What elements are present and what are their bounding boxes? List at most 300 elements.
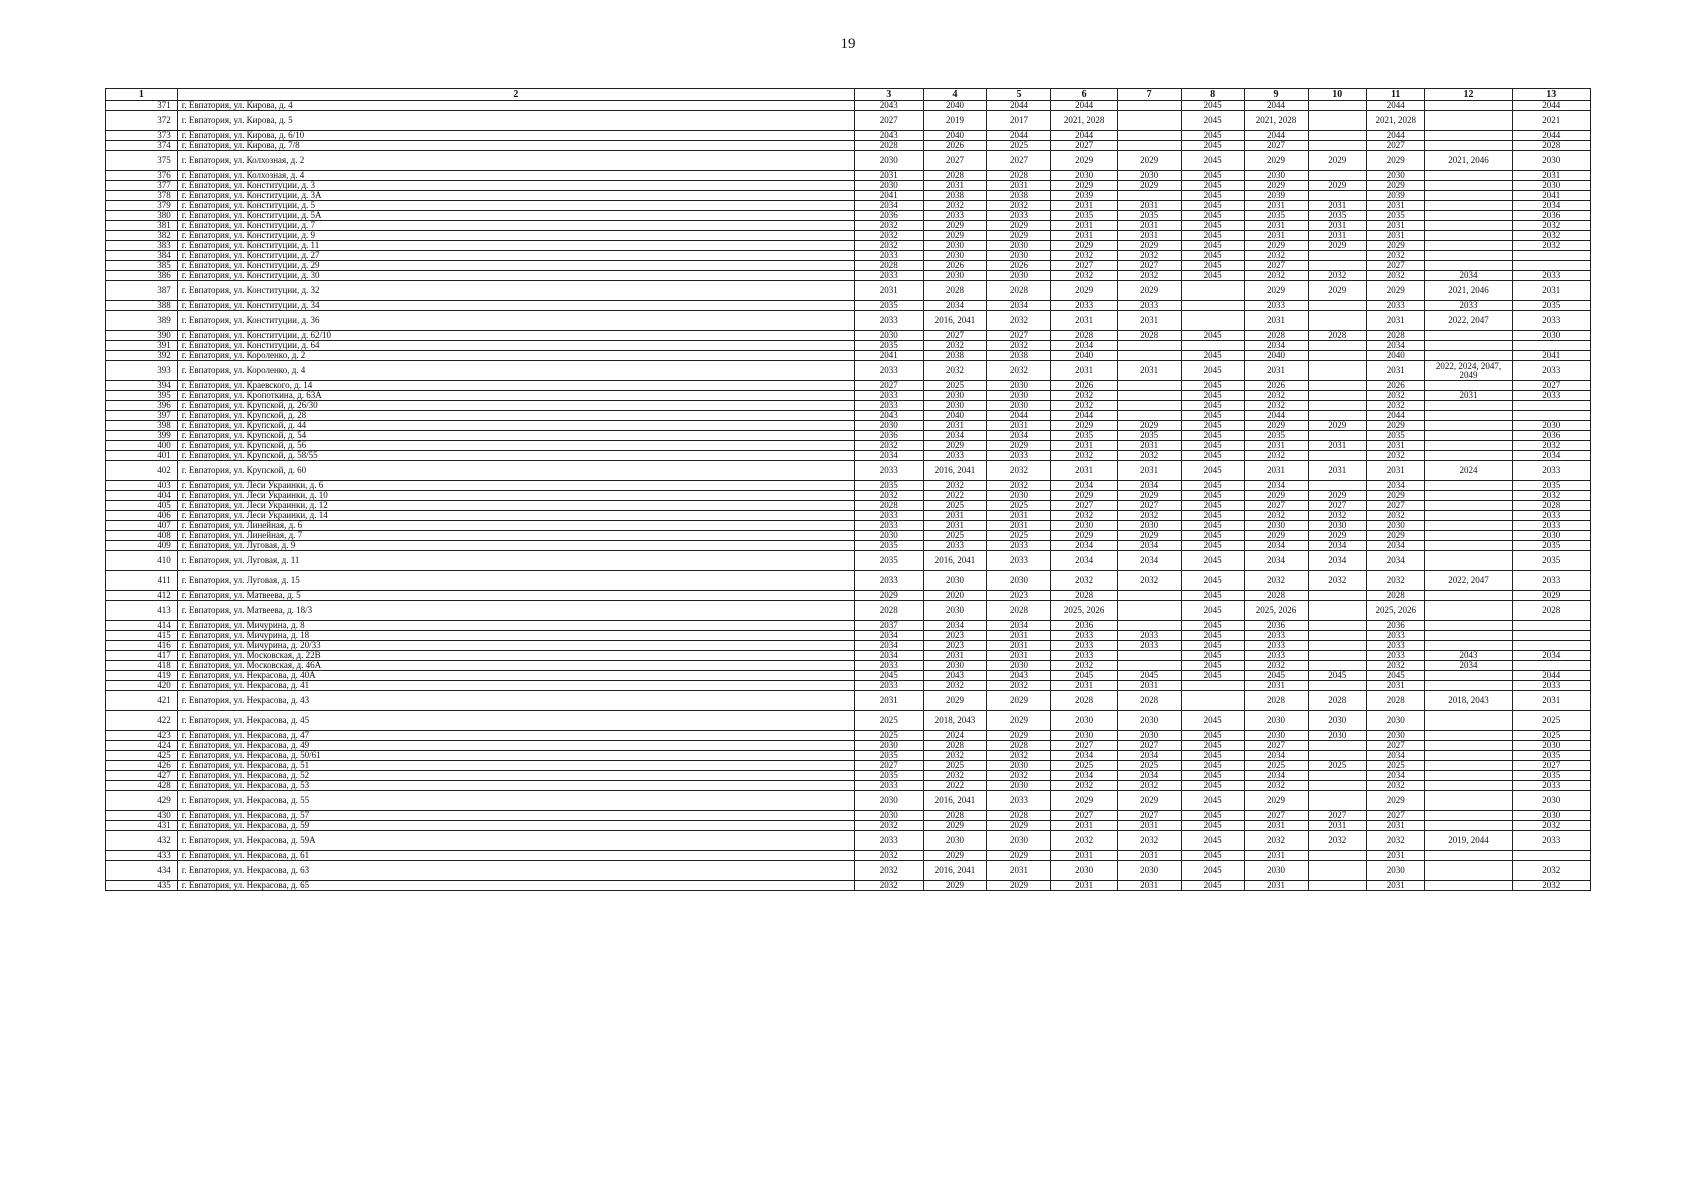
year-cell: 2031: [1308, 821, 1366, 831]
year-cell: 2027: [1244, 741, 1308, 751]
year-cell: 2027: [923, 331, 987, 341]
year-cell: 2033: [855, 781, 923, 791]
year-cell: 2036: [855, 431, 923, 441]
year-cell: 2027: [1366, 811, 1424, 821]
year-cell: [1308, 131, 1366, 141]
year-cell: 2032: [1366, 831, 1424, 851]
address-cell: г. Евпатория, ул. Крупской, д. 54: [177, 431, 854, 441]
year-cell: 2026: [923, 261, 987, 271]
year-cell: 2029: [987, 231, 1051, 241]
year-cell: 2035: [855, 541, 923, 551]
row-number-cell: 393: [106, 361, 178, 381]
table-row: [106, 711, 1591, 731]
address-cell: г. Евпатория, ул. Некрасова, д. 40А: [177, 671, 854, 681]
year-cell: [1425, 621, 1512, 631]
year-cell: 2030: [1308, 711, 1366, 731]
table-row: [106, 751, 1591, 761]
year-cell: 2032: [1366, 391, 1424, 401]
year-cell: 2031: [1366, 201, 1424, 211]
year-cell: 2032: [923, 201, 987, 211]
address-cell: г. Евпатория, ул. Колхозная, д. 4: [177, 171, 854, 181]
year-cell: 2029: [1244, 491, 1308, 501]
table-row: [106, 551, 1591, 571]
year-cell: 2034: [855, 631, 923, 641]
address-cell: г. Евпатория, ул. Матвеева, д. 18/3: [177, 601, 854, 621]
year-cell: 2045: [1117, 671, 1181, 681]
year-cell: 2035: [855, 341, 923, 351]
year-cell: 2025, 2026: [1051, 601, 1117, 621]
year-cell: 2031: [1244, 821, 1308, 831]
year-cell: 2029: [1117, 281, 1181, 301]
year-cell: 2045: [1181, 481, 1244, 491]
year-cell: 2026: [1051, 381, 1117, 391]
year-cell: 2045: [1181, 771, 1244, 781]
year-cell: 2045: [1181, 521, 1244, 531]
year-cell: 2035: [1117, 431, 1181, 441]
year-cell: 2029: [1366, 151, 1424, 171]
year-cell: 2035: [1366, 431, 1424, 441]
year-cell: 2041: [855, 191, 923, 201]
year-cell: 2025: [987, 501, 1051, 511]
year-cell: 2035: [1117, 211, 1181, 221]
year-cell: 2031: [1051, 361, 1117, 381]
year-cell: 2032: [987, 311, 1051, 331]
year-cell: 2043: [855, 101, 923, 111]
year-cell: 2033: [855, 251, 923, 261]
year-cell: 2045: [1181, 591, 1244, 601]
year-cell: [1308, 361, 1366, 381]
year-cell: 2030: [855, 421, 923, 431]
year-cell: 2045: [1181, 171, 1244, 181]
year-cell: 2043: [855, 411, 923, 421]
year-cell: 2031: [1117, 881, 1181, 891]
year-cell: 2032: [1244, 661, 1308, 671]
address-cell: г. Евпатория, ул. Конституции, д. 5: [177, 201, 854, 211]
table-row: [106, 431, 1591, 441]
year-cell: [1308, 881, 1366, 891]
year-cell: 2028: [855, 601, 923, 621]
year-cell: [1308, 851, 1366, 861]
column-header: 6: [1051, 89, 1117, 101]
table-row: [106, 851, 1591, 861]
year-cell: 2032: [1366, 781, 1424, 791]
year-cell: 2029: [987, 881, 1051, 891]
year-cell: 2034: [987, 301, 1051, 311]
year-cell: 2032: [1117, 451, 1181, 461]
year-cell: [1117, 101, 1181, 111]
year-cell: 2031: [1512, 171, 1590, 181]
year-cell: 2027: [1308, 501, 1366, 511]
year-cell: 2030: [855, 331, 923, 341]
address-cell: г. Евпатория, ул. Некрасова, д. 45: [177, 711, 854, 731]
year-cell: 2032: [987, 681, 1051, 691]
year-cell: 2030: [855, 741, 923, 751]
year-cell: 2031: [923, 181, 987, 191]
year-cell: [1308, 641, 1366, 651]
year-cell: 2044: [987, 101, 1051, 111]
year-cell: 2030: [1051, 171, 1117, 181]
year-cell: 2045: [1181, 781, 1244, 791]
year-cell: 2029: [1366, 421, 1424, 431]
year-cell: 2027: [1366, 141, 1424, 151]
column-header: 8: [1181, 89, 1244, 101]
row-number-cell: 431: [106, 821, 178, 831]
year-cell: 2025: [1051, 761, 1117, 771]
year-cell: [1308, 391, 1366, 401]
year-cell: 2031: [1425, 391, 1512, 401]
year-cell: 2038: [923, 351, 987, 361]
year-cell: 2029: [1117, 791, 1181, 811]
year-cell: 2033: [1512, 311, 1590, 331]
year-cell: 2028: [1244, 331, 1308, 341]
year-cell: 2030: [1117, 711, 1181, 731]
year-cell: 2029: [1117, 531, 1181, 541]
year-cell: 2030: [1117, 521, 1181, 531]
table-row: [106, 261, 1591, 271]
address-cell: г. Евпатория, ул. Некрасова, д. 51: [177, 761, 854, 771]
year-cell: 2045: [1181, 571, 1244, 591]
year-cell: 2034: [1366, 551, 1424, 571]
year-cell: 2030: [1308, 731, 1366, 741]
table-row: [106, 151, 1591, 171]
year-cell: 2033: [1512, 781, 1590, 791]
year-cell: 2029: [855, 591, 923, 601]
year-cell: 2032: [1244, 391, 1308, 401]
table-row: [106, 301, 1591, 311]
year-cell: 2028: [987, 601, 1051, 621]
year-cell: 2031: [1366, 681, 1424, 691]
address-cell: г. Евпатория, ул. Короленко, д. 2: [177, 351, 854, 361]
year-cell: 2034: [1051, 551, 1117, 571]
year-cell: 2033: [855, 661, 923, 671]
year-cell: 2029: [987, 851, 1051, 861]
year-cell: 2032: [1366, 511, 1424, 521]
year-cell: 2027: [1051, 811, 1117, 821]
year-cell: 2033: [923, 451, 987, 461]
year-cell: 2045: [1181, 191, 1244, 201]
year-cell: 2031: [987, 651, 1051, 661]
year-cell: [1308, 631, 1366, 641]
row-number-cell: 394: [106, 381, 178, 391]
year-cell: [1308, 771, 1366, 781]
year-cell: [1425, 681, 1512, 691]
address-cell: г. Евпатория, ул. Конституции, д. 9: [177, 231, 854, 241]
year-cell: 2035: [1244, 211, 1308, 221]
year-cell: 2029: [1051, 181, 1117, 191]
address-cell: г. Евпатория, ул. Некрасова, д. 43: [177, 691, 854, 711]
address-cell: г. Евпатория, ул. Кирова, д. 6/10: [177, 131, 854, 141]
table-row: [106, 221, 1591, 231]
year-cell: 2028: [1366, 691, 1424, 711]
year-cell: 2027: [1117, 741, 1181, 751]
year-cell: 2033: [1512, 271, 1590, 281]
year-cell: 2029: [1244, 531, 1308, 541]
year-cell: 2029: [1366, 281, 1424, 301]
year-cell: 2026: [987, 261, 1051, 271]
address-cell: г. Евпатория, ул. Конституции, д. 62/10: [177, 331, 854, 341]
year-cell: 2031: [1308, 461, 1366, 481]
year-cell: 2033: [987, 791, 1051, 811]
table-row: [106, 601, 1591, 621]
year-cell: 2025: [1308, 761, 1366, 771]
year-cell: [1181, 301, 1244, 311]
column-header: 10: [1308, 89, 1366, 101]
year-cell: 2031: [1051, 441, 1117, 451]
year-cell: 2030: [1117, 731, 1181, 741]
table-row: [106, 691, 1591, 711]
year-cell: 2031: [987, 631, 1051, 641]
table-row: [106, 251, 1591, 261]
year-cell: 2027: [1244, 501, 1308, 511]
year-cell: 2033: [923, 211, 987, 221]
year-cell: 2030: [855, 811, 923, 821]
year-cell: 2045: [1181, 151, 1244, 171]
column-header: 5: [987, 89, 1051, 101]
row-number-cell: 395: [106, 391, 178, 401]
year-cell: 2029: [987, 821, 1051, 831]
year-cell: 2032: [855, 861, 923, 881]
year-cell: 2031: [1244, 441, 1308, 451]
year-cell: 2032: [987, 361, 1051, 381]
year-cell: 2031: [1244, 681, 1308, 691]
year-cell: 2032: [1051, 451, 1117, 461]
row-number-cell: 433: [106, 851, 178, 861]
year-cell: 2031: [1051, 851, 1117, 861]
year-cell: 2032: [1244, 271, 1308, 281]
column-header: 9: [1244, 89, 1308, 101]
year-cell: 2032: [1366, 571, 1424, 591]
year-cell: 2031: [1117, 311, 1181, 331]
year-cell: [1117, 351, 1181, 361]
year-cell: [1425, 421, 1512, 431]
year-cell: 2034: [987, 621, 1051, 631]
year-cell: [1117, 381, 1181, 391]
year-cell: 2027: [1308, 811, 1366, 821]
row-number-cell: 380: [106, 211, 178, 221]
year-cell: 2029: [1308, 421, 1366, 431]
year-cell: 2026: [923, 141, 987, 151]
year-cell: [1117, 131, 1181, 141]
year-cell: [1308, 251, 1366, 261]
year-cell: 2031: [1366, 311, 1424, 331]
year-cell: 2030: [1366, 711, 1424, 731]
year-cell: 2032: [1512, 821, 1590, 831]
year-cell: [1425, 741, 1512, 751]
table-row: [106, 391, 1591, 401]
row-number-cell: 397: [106, 411, 178, 421]
year-cell: [1512, 411, 1590, 421]
row-number-cell: 379: [106, 201, 178, 211]
year-cell: 2027: [855, 111, 923, 131]
year-cell: 2028: [855, 501, 923, 511]
year-cell: 2034: [1308, 541, 1366, 551]
year-cell: 2045: [1181, 491, 1244, 501]
year-cell: 2033: [1512, 521, 1590, 531]
table-row: [106, 541, 1591, 551]
year-cell: [1308, 481, 1366, 491]
year-cell: [1425, 851, 1512, 861]
year-cell: 2016, 2041: [923, 791, 987, 811]
year-cell: 2030: [987, 831, 1051, 851]
year-cell: 2043: [855, 131, 923, 141]
year-cell: 2027: [1117, 261, 1181, 271]
year-cell: 2035: [1512, 771, 1590, 781]
year-cell: [1308, 261, 1366, 271]
year-cell: 2029: [987, 731, 1051, 741]
year-cell: 2029: [1244, 281, 1308, 301]
year-cell: 2045: [1181, 431, 1244, 441]
year-cell: 2020: [923, 591, 987, 601]
year-cell: 2045: [1181, 221, 1244, 231]
year-cell: 2031: [987, 511, 1051, 521]
year-cell: 2033: [987, 541, 1051, 551]
year-cell: 2034: [855, 451, 923, 461]
year-cell: 2022, 2024, 2047, 2049: [1425, 361, 1512, 381]
year-cell: 2033: [855, 521, 923, 531]
year-cell: 2030: [987, 241, 1051, 251]
year-cell: 2033: [1051, 651, 1117, 661]
address-cell: г. Евпатория, ул. Конституции, д. 5А: [177, 211, 854, 221]
year-cell: 2029: [1244, 791, 1308, 811]
year-cell: 2029: [987, 711, 1051, 731]
year-cell: 2030: [923, 271, 987, 281]
table-row: [106, 381, 1591, 391]
year-cell: 2032: [923, 681, 987, 691]
column-header: 3: [855, 89, 923, 101]
year-cell: 2035: [1308, 211, 1366, 221]
year-cell: 2025: [1512, 731, 1590, 741]
year-cell: 2029: [987, 691, 1051, 711]
row-number-cell: 416: [106, 641, 178, 651]
year-cell: 2032: [923, 341, 987, 351]
year-cell: 2030: [1244, 171, 1308, 181]
year-cell: 2033: [1425, 301, 1512, 311]
year-cell: 2030: [987, 571, 1051, 591]
row-number-cell: 417: [106, 651, 178, 661]
year-cell: 2045: [1181, 391, 1244, 401]
year-cell: 2045: [1181, 101, 1244, 111]
year-cell: 2034: [987, 431, 1051, 441]
table-row: [106, 681, 1591, 691]
year-cell: 2031: [987, 641, 1051, 651]
year-cell: 2031: [1366, 461, 1424, 481]
year-cell: 2030: [855, 151, 923, 171]
year-cell: 2045: [855, 671, 923, 681]
address-cell: г. Евпатория, ул. Мичурина, д. 8: [177, 621, 854, 631]
year-cell: 2030: [987, 491, 1051, 501]
year-cell: 2030: [923, 601, 987, 621]
year-cell: 2023: [987, 591, 1051, 601]
year-cell: 2031: [987, 181, 1051, 191]
year-cell: 2045: [1181, 451, 1244, 461]
year-cell: 2035: [1512, 551, 1590, 571]
year-cell: 2029: [1244, 421, 1308, 431]
year-cell: 2036: [1366, 621, 1424, 631]
year-cell: 2031: [1117, 461, 1181, 481]
year-cell: 2043: [923, 671, 987, 681]
table-row: [106, 451, 1591, 461]
year-cell: [1308, 781, 1366, 791]
year-cell: 2045: [1181, 791, 1244, 811]
year-cell: 2038: [923, 191, 987, 201]
year-cell: 2030: [1366, 861, 1424, 881]
year-cell: 2022, 2047: [1425, 571, 1512, 591]
year-cell: 2016, 2041: [923, 461, 987, 481]
year-cell: 2034: [855, 651, 923, 661]
row-number-cell: 399: [106, 431, 178, 441]
year-cell: 2031: [1117, 201, 1181, 211]
year-cell: 2035: [1051, 431, 1117, 441]
year-cell: 2033: [1512, 681, 1590, 691]
year-cell: [1117, 341, 1181, 351]
row-number-cell: 391: [106, 341, 178, 351]
year-cell: 2025: [1366, 761, 1424, 771]
year-cell: 2045: [1181, 671, 1244, 681]
year-cell: 2045: [1244, 671, 1308, 681]
year-cell: [1181, 691, 1244, 711]
column-header: 7: [1117, 89, 1181, 101]
year-cell: 2032: [1244, 781, 1308, 791]
row-number-cell: 398: [106, 421, 178, 431]
year-cell: 2030: [1366, 731, 1424, 741]
year-cell: 2032: [1512, 241, 1590, 251]
year-cell: 2033: [1512, 511, 1590, 521]
address-cell: г. Евпатория, ул. Мичурина, д. 20/33: [177, 641, 854, 651]
year-cell: 2032: [1117, 511, 1181, 521]
year-cell: 2033: [1244, 641, 1308, 651]
year-cell: 2032: [1244, 401, 1308, 411]
year-cell: 2045: [1181, 141, 1244, 151]
year-cell: 2029: [1308, 491, 1366, 501]
table-body: [106, 101, 1591, 891]
year-cell: 2029: [1051, 491, 1117, 501]
year-cell: 2034: [1366, 771, 1424, 781]
year-cell: 2030: [1051, 711, 1117, 731]
year-cell: 2028: [1366, 331, 1424, 341]
year-cell: 2031: [1051, 681, 1117, 691]
table-row: [106, 201, 1591, 211]
year-cell: [1425, 351, 1512, 361]
year-cell: 2031: [1051, 311, 1117, 331]
year-cell: 2045: [1181, 881, 1244, 891]
year-cell: 2027: [923, 151, 987, 171]
year-cell: [1117, 601, 1181, 621]
table-row: [106, 661, 1591, 671]
year-cell: [1425, 341, 1512, 351]
year-cell: 2028: [855, 141, 923, 151]
year-cell: 2031: [1366, 221, 1424, 231]
year-cell: 2025: [855, 711, 923, 731]
year-cell: 2039: [1366, 191, 1424, 201]
year-cell: 2031: [855, 171, 923, 181]
year-cell: 2033: [855, 831, 923, 851]
address-cell: г. Евпатория, ул. Некрасова, д. 59А: [177, 831, 854, 851]
year-cell: 2045: [1181, 651, 1244, 661]
year-cell: 2045: [1051, 671, 1117, 681]
year-cell: 2032: [1366, 251, 1424, 261]
table-row: [106, 481, 1591, 491]
year-cell: 2032: [923, 481, 987, 491]
year-cell: 2031: [987, 521, 1051, 531]
year-cell: 2044: [1051, 411, 1117, 421]
year-cell: 2045: [1308, 671, 1366, 681]
year-cell: 2018, 2043: [923, 711, 987, 731]
address-cell: г. Евпатория, ул. Некрасова, д. 49: [177, 741, 854, 751]
year-cell: [1425, 791, 1512, 811]
year-cell: [1308, 861, 1366, 881]
year-cell: 2032: [1244, 251, 1308, 261]
year-cell: 2030: [923, 401, 987, 411]
